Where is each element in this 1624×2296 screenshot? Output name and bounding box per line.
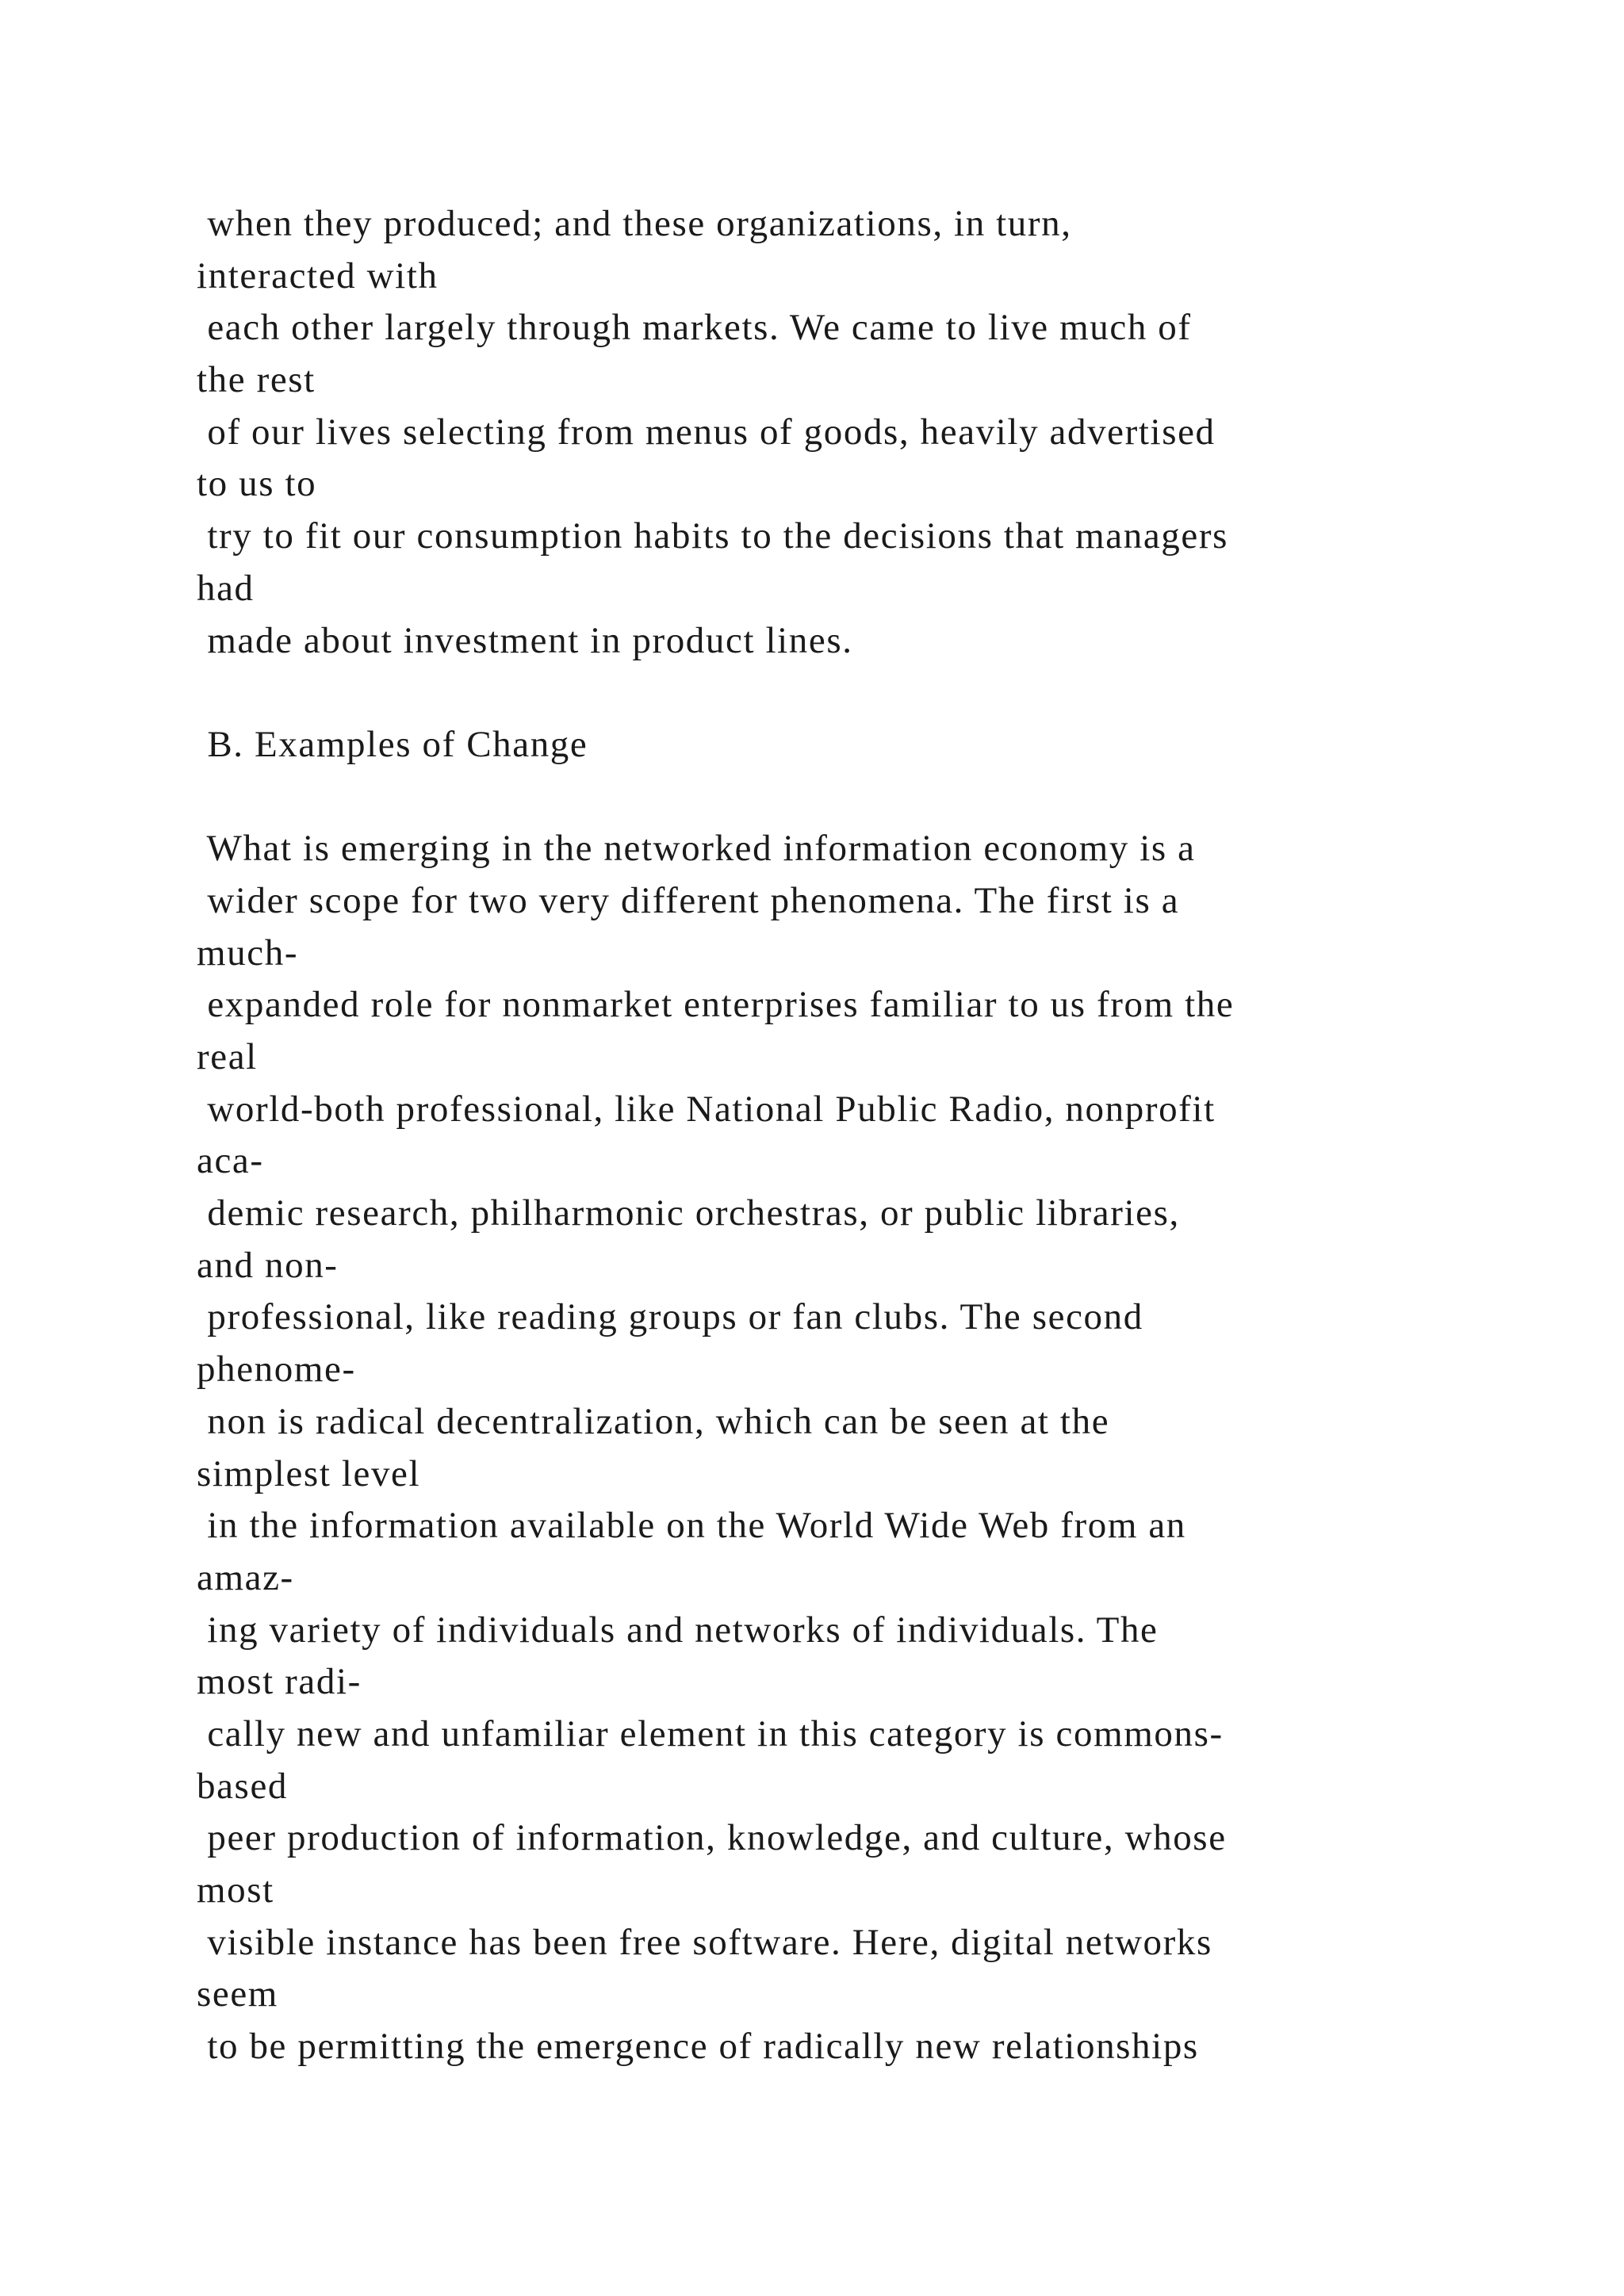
text-line: peer production of information, knowledge, and culture, whose [197, 1817, 1227, 1859]
text-line: non is radical decentralization, which can be seen at the [197, 1400, 1110, 1442]
text-line: world-both professional, like National Public Radio, nonprofit [197, 1088, 1216, 1130]
text-line: demic research, philharmonic orchestras, or public libraries, [197, 1192, 1180, 1234]
text-line: each other largely through markets. We came to live much of [197, 307, 1192, 349]
text-line: expanded role for nonmarket enterprises familiar to us from the [197, 984, 1235, 1026]
text-line: had [197, 567, 255, 609]
text-line: aca- [197, 1140, 264, 1182]
section-heading: B. Examples of Change [197, 723, 588, 765]
text-line: professional, like reading groups or fan clubs. The second [197, 1296, 1143, 1338]
text-line: real [197, 1036, 258, 1077]
text-line: made about investment in product lines. [197, 619, 853, 661]
text-line: in the information available on the World Wide Web from an [197, 1505, 1186, 1547]
body-text [197, 198, 1497, 2073]
text-line: to be permitting the emergence of radically new relationships [197, 2026, 1199, 2068]
text-line: visible instance has been free software. Here, digital networks [197, 1921, 1212, 1963]
text-line: when they produced; and these organizations, in turn, [197, 203, 1072, 244]
text-line: ing variety of individuals and networks of individuals. The [197, 1609, 1159, 1651]
text-line: amaz- [197, 1556, 294, 1598]
blank-line [197, 771, 1497, 824]
text-line: the rest [197, 359, 316, 401]
text-line: try to fit our consumption habits to the decisions that managers [197, 515, 1228, 557]
text-line: much- [197, 932, 299, 974]
text-line: and non- [197, 1244, 339, 1286]
text-line: phenome- [197, 1349, 356, 1391]
text-line: to us to [197, 463, 317, 505]
text-line: wider scope for two very different phenomena. The first is a [197, 879, 1180, 921]
text-line: simplest level [197, 1452, 421, 1494]
blank-line [197, 667, 1497, 719]
text-line: cally new and unfamiliar element in this category is commons- [197, 1712, 1224, 1755]
text-line: most radi- [197, 1661, 362, 1703]
text-line: of our lives selecting from menus of goods, heavily advertised [197, 411, 1216, 453]
text-line: seem [197, 1973, 278, 2015]
text-line: What is emerging in the networked information economy is a [197, 828, 1196, 870]
text-line: based [197, 1765, 289, 1807]
text-line: most [197, 1869, 274, 1911]
text-line: interacted with [197, 254, 439, 297]
